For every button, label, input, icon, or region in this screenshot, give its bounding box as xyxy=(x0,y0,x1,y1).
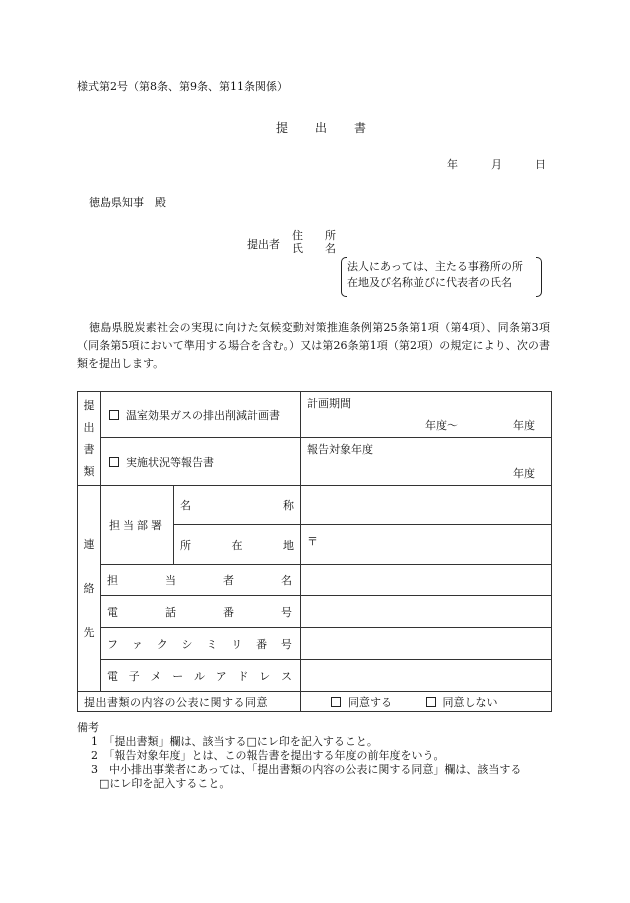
plan-period-value: 年度～ 年度 xyxy=(425,419,535,432)
vertical-char: 出 xyxy=(83,420,95,434)
doc-type-header xyxy=(78,392,101,486)
bracket-right xyxy=(536,257,542,297)
corporate-note-line-2: 在地及び名称並びに代表者の氏名 xyxy=(347,276,512,289)
submitter-fields xyxy=(292,229,336,255)
label-char: ミ xyxy=(206,637,218,651)
label-char: 所 xyxy=(180,538,191,552)
label-char: 号 xyxy=(280,637,292,651)
dept-location-value[interactable] xyxy=(301,525,552,565)
date-line: 年 月 日 xyxy=(447,158,546,171)
dept-name-label xyxy=(174,486,301,525)
submission-table xyxy=(77,391,552,712)
consent-yes-option[interactable]: 同意する xyxy=(331,696,392,709)
vertical-char: 絡 xyxy=(83,581,95,595)
consent-options xyxy=(301,692,552,712)
note-item: 2 「報告対象年度」とは、この報告書を提出する年度の前年度をいう。 xyxy=(91,749,445,762)
note-item: 3 中小排出事業者にあっては、「提出書類の内容の公表に関する同意」欄は、該当する xyxy=(91,763,522,776)
label-char: ク xyxy=(156,637,168,651)
label-char: 子 xyxy=(128,669,140,683)
label-char: 話 xyxy=(165,605,176,619)
fax-label xyxy=(101,628,301,660)
name-label: 氏 名 xyxy=(292,242,336,255)
note-item-continuation: □にレ印を記入すること。 xyxy=(99,777,231,790)
label-char: 名 xyxy=(180,499,191,512)
label-char: 地 xyxy=(283,538,294,552)
report-year-value: 年度 xyxy=(513,467,535,480)
option-plan[interactable] xyxy=(101,392,301,438)
label-char: レ xyxy=(259,669,271,683)
form-number: 様式第2号（第8条、第9条、第11条関係） xyxy=(77,80,288,93)
fax-value[interactable] xyxy=(301,628,552,660)
plan-period-label: 計画期間 xyxy=(307,397,351,410)
report-year-cell[interactable] xyxy=(301,438,552,486)
label-char: 当 xyxy=(165,574,176,587)
address-label: 住 所 xyxy=(292,229,336,242)
label-char: ー xyxy=(172,669,184,683)
submitter-label: 提出者 xyxy=(247,238,280,251)
label-char: ァ xyxy=(131,637,143,651)
label-char: シ xyxy=(181,637,193,651)
person-label xyxy=(101,565,301,596)
addressee: 徳島県知事 殿 xyxy=(89,196,166,209)
option-report[interactable] xyxy=(101,438,301,486)
consent-label: 提出書類の内容の公表に関する同意 xyxy=(78,692,301,712)
checkbox-icon[interactable] xyxy=(331,697,341,707)
label-char: フ xyxy=(107,637,118,651)
checkbox-icon[interactable] xyxy=(109,410,119,420)
person-value[interactable] xyxy=(301,565,552,596)
corporate-note-line-1: 法人にあっては、主たる事務所の所 xyxy=(347,260,523,273)
corporate-note xyxy=(341,257,542,299)
notes-title: 備考 xyxy=(77,721,99,734)
label-char: メ xyxy=(150,669,162,683)
label-char: 称 xyxy=(283,499,294,512)
label-char: 電 xyxy=(107,605,118,619)
email-value[interactable] xyxy=(301,660,552,692)
label-char: ル xyxy=(194,669,205,683)
label-char: ド xyxy=(237,669,249,683)
option-plan-label: 温室効果ガスの排出削減計画書 xyxy=(126,408,280,422)
label-char: ア xyxy=(215,669,227,683)
document-title: 提 出 書 xyxy=(276,121,368,135)
label-char: 在 xyxy=(231,538,243,552)
label-char: リ xyxy=(231,637,243,651)
body-paragraph: 徳島県脱炭素社会の実現に向けた気候変動対策推進条例第25条第1項（第4項）、同条第3項（同条第5項において準用する場合を含む。）又は第26条第1項（第2項）の規定により、次の書類を提出します。 xyxy=(77,321,550,370)
label-char: 者 xyxy=(223,574,234,587)
note-item: 1 「提出書類」欄は、該当する□にレ印を記入すること。 xyxy=(91,735,378,748)
plan-period-cell[interactable] xyxy=(301,392,552,438)
phone-value[interactable] xyxy=(301,596,552,628)
label-char: 番 xyxy=(223,605,234,619)
label-char: 電 xyxy=(107,669,118,683)
vertical-char: 提 xyxy=(83,398,95,412)
phone-label xyxy=(101,596,301,628)
dept-name-value[interactable] xyxy=(301,486,552,525)
vertical-char: 類 xyxy=(83,464,95,478)
label-char: 番 xyxy=(256,637,268,651)
report-year-label: 報告対象年度 xyxy=(307,443,373,456)
email-label xyxy=(101,660,301,692)
label-char: 名 xyxy=(281,574,292,587)
vertical-char: 連 xyxy=(83,537,95,551)
option-report-label: 実施状況等報告書 xyxy=(126,455,214,469)
checkbox-icon[interactable] xyxy=(426,697,436,707)
notes-section xyxy=(77,721,521,791)
label-char: ス xyxy=(281,669,292,683)
postal-mark: 〒 xyxy=(307,535,318,548)
bracket-left xyxy=(341,257,347,297)
dept-location-label xyxy=(174,525,301,565)
label-char: 号 xyxy=(281,605,292,619)
vertical-char: 先 xyxy=(83,625,95,639)
consent-no-option[interactable]: 同意しない xyxy=(426,696,498,709)
vertical-char: 書 xyxy=(83,442,95,456)
dept-label: 担当部署 xyxy=(101,486,174,565)
label-char: 担 xyxy=(107,574,118,587)
checkbox-icon[interactable] xyxy=(109,457,119,467)
contact-header xyxy=(78,486,101,692)
